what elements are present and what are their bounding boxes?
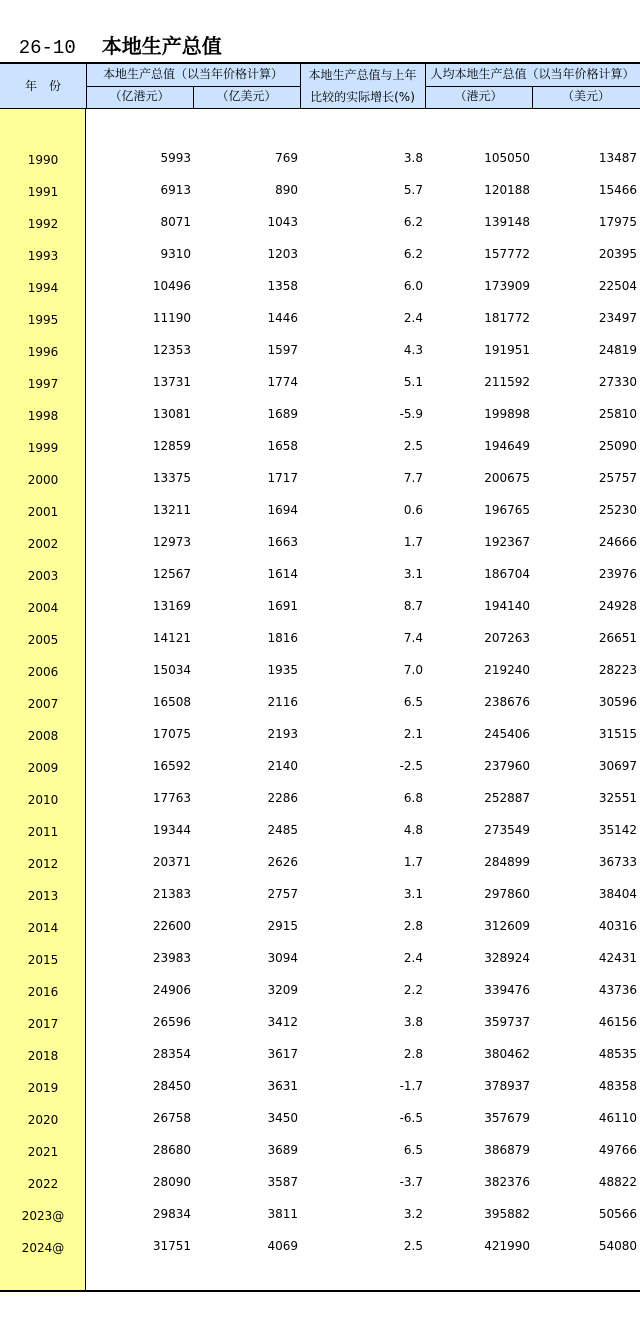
table-row [0,428,640,460]
gdp-hkd-cell: 14121 [152,631,191,645]
percap-hkd-cell: 382376 [484,1175,530,1189]
gdp-usd-cell: 1774 [267,375,298,389]
growth-cell: 3.1 [403,567,423,581]
year-cell: 2004 [27,601,59,615]
gdp-hkd-cell: 13081 [152,407,191,421]
header-growth-line1: 本地生产总值与上年 [308,68,417,82]
gdp-hkd-cell: 24906 [152,983,191,997]
percap-hkd-cell: 273549 [484,823,530,837]
growth-cell: 7.0 [403,663,423,677]
percap-usd-cell: 30697 [598,759,637,773]
table-row [0,332,640,364]
year-cell: 1993 [27,249,59,263]
growth-cell: 5.7 [403,183,423,197]
header-divider-2 [193,86,194,108]
gdp-hkd-cell: 13375 [152,471,191,485]
growth-cell: 6.2 [403,247,423,261]
growth-cell: -1.7 [399,1079,423,1093]
table-row [0,716,640,748]
table-row [0,556,640,588]
table-row [0,940,640,972]
percap-usd-cell: 24666 [598,535,637,549]
year-cell: 2015 [27,953,59,967]
growth-cell: 0.6 [403,503,423,517]
gdp-usd-cell: 1689 [267,407,298,421]
percap-usd-cell: 27330 [598,375,637,389]
year-cell: 1995 [27,313,59,327]
gdp-usd-cell: 1717 [267,471,298,485]
percap-usd-cell: 22504 [598,279,637,293]
gdp-usd-cell: 2116 [267,695,298,709]
growth-cell: -6.5 [399,1111,423,1125]
table-row [0,492,640,524]
gdp-usd-cell: 1816 [267,631,298,645]
table-row [0,1004,640,1036]
gdp-usd-cell: 1043 [267,215,298,229]
percap-hkd-cell: 196765 [484,503,530,517]
gdp-usd-cell: 2915 [267,919,298,933]
gdp-hkd-cell: 6913 [160,183,191,197]
gdp-hkd-cell: 23983 [152,951,191,965]
percap-hkd-cell: 237960 [484,759,530,773]
year-cell: 1997 [27,377,59,391]
growth-cell: 1.7 [403,855,423,869]
header-gdp-usd-unit: （亿美元） [216,89,277,103]
growth-cell: 2.4 [403,951,423,965]
gdp-usd-cell: 3631 [267,1079,298,1093]
header-gdp-usd [193,86,300,108]
gdp-usd-cell: 2286 [267,791,298,805]
percap-hkd-cell: 421990 [484,1239,530,1253]
year-cell: 2005 [27,633,59,647]
gdp-usd-cell: 890 [275,183,298,197]
percap-usd-cell: 48822 [598,1175,637,1189]
gdp-usd-cell: 2626 [267,855,298,869]
year-cell: 2013 [27,889,59,903]
table-row [0,268,640,300]
gdp-usd-cell: 1658 [267,439,298,453]
year-cell: 2016 [27,985,59,999]
percap-hkd-cell: 339476 [484,983,530,997]
percap-hkd-cell: 238676 [484,695,530,709]
gdp-usd-cell: 3412 [267,1015,298,1029]
header-gdp-hkd [86,86,193,108]
percap-hkd-cell: 191951 [484,343,530,357]
percap-hkd-cell: 328924 [484,951,530,965]
gdp-hkd-cell: 10496 [152,279,191,293]
table-row [0,908,640,940]
table-row [0,972,640,1004]
gdp-usd-cell: 1358 [267,279,298,293]
percap-usd-cell: 36733 [598,855,637,869]
percap-usd-cell: 43736 [598,983,637,997]
header-growth [300,64,425,108]
gdp-hkd-cell: 31751 [152,1239,191,1253]
header-percap-hkd-unit: （港元） [454,89,503,103]
table-row [0,684,640,716]
gdp-usd-cell: 3587 [267,1175,298,1189]
gdp-hkd-cell: 12567 [152,567,191,581]
header-gdp-label: 本地生产总值（以当年价格计算） [102,67,283,81]
table-row [0,524,640,556]
table-row [0,876,640,908]
growth-cell: 2.4 [403,311,423,325]
percap-usd-cell: 13487 [598,151,637,165]
year-cell: 2007 [27,697,59,711]
percap-usd-cell: 25230 [598,503,637,517]
gdp-hkd-cell: 15034 [152,663,191,677]
percap-usd-cell: 32551 [598,791,637,805]
table-row [0,780,640,812]
gdp-usd-cell: 2193 [267,727,298,741]
table-row [0,1068,640,1100]
gdp-usd-cell: 3450 [267,1111,298,1125]
percap-hkd-cell: 380462 [484,1047,530,1061]
growth-cell: 4.8 [403,823,423,837]
percap-hkd-cell: 284899 [484,855,530,869]
percap-usd-cell: 49766 [598,1143,637,1157]
header-percap-label: 人均本地生产总值（以当年价格计算） [430,67,635,81]
percap-hkd-cell: 359737 [484,1015,530,1029]
gdp-usd-cell: 769 [275,151,298,165]
percap-usd-cell: 17975 [598,215,637,229]
growth-cell: 1.7 [403,535,423,549]
year-cell: 2022 [27,1177,59,1191]
table-row [0,588,640,620]
table-row [0,460,640,492]
growth-cell: 2.8 [403,919,423,933]
gdp-usd-cell: 1597 [267,343,298,357]
gdp-usd-cell: 2140 [267,759,298,773]
table-code: 26-10 [18,37,76,59]
year-cell: 2019 [27,1081,59,1095]
percap-hkd-cell: 181772 [484,311,530,325]
header-divider-4 [425,64,426,108]
growth-cell: 3.8 [403,151,423,165]
year-cell: 2024@ [21,1241,65,1255]
percap-usd-cell: 25757 [598,471,637,485]
gdp-hkd-cell: 13211 [152,503,191,517]
gdp-usd-cell: 1203 [267,247,298,261]
percap-hkd-cell: 252887 [484,791,530,805]
gdp-hkd-cell: 17075 [152,727,191,741]
table-row [0,1164,640,1196]
header-percap-group [425,64,640,86]
growth-cell: 2.2 [403,983,423,997]
growth-cell: 2.5 [403,439,423,453]
growth-cell: 2.1 [403,727,423,741]
gdp-hkd-cell: 28354 [152,1047,191,1061]
header-year [0,64,86,108]
year-cell: 1999 [27,441,59,455]
gdp-usd-cell: 3811 [267,1207,298,1221]
percap-usd-cell: 15466 [598,183,637,197]
gdp-hkd-cell: 19344 [152,823,191,837]
percap-hkd-cell: 199898 [484,407,530,421]
table-row [0,620,640,652]
percap-usd-cell: 24819 [598,343,637,357]
growth-cell: 2.5 [403,1239,423,1253]
percap-usd-cell: 40316 [598,919,637,933]
table-row [0,844,640,876]
percap-hkd-cell: 105050 [484,151,530,165]
growth-cell: 5.1 [403,375,423,389]
gdp-usd-cell: 3617 [267,1047,298,1061]
table-row [0,652,640,684]
percap-usd-cell: 50566 [598,1207,637,1221]
gdp-usd-cell: 3094 [267,951,298,965]
year-cell: 2011 [27,825,59,839]
gdp-hkd-cell: 26758 [152,1111,191,1125]
percap-hkd-cell: 192367 [484,535,530,549]
growth-cell: 3.8 [403,1015,423,1029]
percap-usd-cell: 25810 [598,407,637,421]
growth-cell: 3.1 [403,887,423,901]
year-cell: 2009 [27,761,59,775]
year-cell: 2000 [27,473,59,487]
year-cell: 2010 [27,793,59,807]
table-row [0,1196,640,1228]
gdp-hkd-cell: 12973 [152,535,191,549]
percap-usd-cell: 26651 [598,631,637,645]
gdp-usd-cell: 1694 [267,503,298,517]
gdp-hkd-cell: 13169 [152,599,191,613]
header-year-label: 年 份 [24,79,61,93]
percap-hkd-cell: 211592 [484,375,530,389]
growth-cell: 3.2 [403,1207,423,1221]
percap-usd-cell: 35142 [598,823,637,837]
header-divider-5 [532,86,533,108]
growth-cell: 6.5 [403,695,423,709]
percap-hkd-cell: 219240 [484,663,530,677]
growth-cell: 6.8 [403,791,423,805]
table-row [0,236,640,268]
year-cell: 2017 [27,1017,59,1031]
growth-cell: 6.5 [403,1143,423,1157]
header-percap-hkd [425,86,532,108]
percap-hkd-cell: 139148 [484,215,530,229]
gdp-usd-cell: 1446 [267,311,298,325]
gdp-hkd-cell: 16508 [152,695,191,709]
year-cell: 2002 [27,537,59,551]
percap-hkd-cell: 386879 [484,1143,530,1157]
percap-usd-cell: 46110 [598,1111,637,1125]
gdp-usd-cell: 3689 [267,1143,298,1157]
table-row [0,1132,640,1164]
growth-cell: 6.2 [403,215,423,229]
gdp-hkd-cell: 5993 [160,151,191,165]
header-divider-1 [86,64,87,108]
year-cell: 2008 [27,729,59,743]
growth-cell: 7.4 [403,631,423,645]
growth-cell: 2.8 [403,1047,423,1061]
gdp-hkd-cell: 12859 [152,439,191,453]
gdp-usd-cell: 2757 [267,887,298,901]
percap-usd-cell: 25090 [598,439,637,453]
growth-cell: -3.7 [399,1175,423,1189]
percap-hkd-cell: 200675 [484,471,530,485]
percap-usd-cell: 24928 [598,599,637,613]
growth-cell: 7.7 [403,471,423,485]
header-gdp-hkd-unit: （亿港元） [109,89,170,103]
table-row [0,172,640,204]
gdp-hkd-cell: 9310 [160,247,191,261]
header-gdp-group [86,64,300,86]
percap-usd-cell: 42431 [598,951,637,965]
table-row [0,748,640,780]
table-row [0,396,640,428]
bottom-rule [0,1290,640,1292]
gdp-hkd-cell: 8071 [160,215,191,229]
header-divider-3 [300,64,301,108]
gdp-usd-cell: 2485 [267,823,298,837]
percap-hkd-cell: 395882 [484,1207,530,1221]
percap-hkd-cell: 378937 [484,1079,530,1093]
year-cell: 2020 [27,1113,59,1127]
year-cell: 2001 [27,505,59,519]
gdp-hkd-cell: 20371 [152,855,191,869]
header-growth-line2: 比较的实际增长(%) [310,90,415,104]
percap-usd-cell: 30596 [598,695,637,709]
year-cell: 2003 [27,569,59,583]
percap-hkd-cell: 173909 [484,279,530,293]
table-row [0,300,640,332]
percap-usd-cell: 28223 [598,663,637,677]
growth-cell: -5.9 [399,407,423,421]
percap-hkd-cell: 357679 [484,1111,530,1125]
percap-hkd-cell: 207263 [484,631,530,645]
table-row [0,1100,640,1132]
table-row [0,140,640,172]
growth-cell: -2.5 [399,759,423,773]
percap-hkd-cell: 120188 [484,183,530,197]
gdp-hkd-cell: 11190 [152,311,191,325]
gdp-hkd-cell: 16592 [152,759,191,773]
table-row [0,812,640,844]
table-row [0,1228,640,1260]
gdp-usd-cell: 4069 [267,1239,298,1253]
percap-hkd-cell: 194140 [484,599,530,613]
year-cell: 1996 [27,345,59,359]
gdp-usd-cell: 3209 [267,983,298,997]
year-cell: 1992 [27,217,59,231]
growth-cell: 4.3 [403,343,423,357]
percap-usd-cell: 31515 [598,727,637,741]
gdp-hkd-cell: 22600 [152,919,191,933]
percap-hkd-cell: 297860 [484,887,530,901]
gdp-hkd-cell: 28680 [152,1143,191,1157]
gdp-hkd-cell: 28090 [152,1175,191,1189]
gdp-usd-cell: 1614 [267,567,298,581]
percap-usd-cell: 23497 [598,311,637,325]
table-row [0,1036,640,1068]
header-percap-usd-unit: （美元） [561,89,610,103]
growth-cell: 8.7 [403,599,423,613]
header-percap-usd [532,86,640,108]
year-cell: 2023@ [21,1209,65,1223]
year-cell: 2006 [27,665,59,679]
percap-hkd-cell: 245406 [484,727,530,741]
gdp-hkd-cell: 29834 [152,1207,191,1221]
gdp-usd-cell: 1663 [267,535,298,549]
year-cell: 2012 [27,857,59,871]
percap-usd-cell: 38404 [598,887,637,901]
gdp-usd-cell: 1691 [267,599,298,613]
gdp-hkd-cell: 21383 [152,887,191,901]
gdp-hkd-cell: 13731 [152,375,191,389]
year-cell: 1994 [27,281,59,295]
page-title [6,4,222,62]
year-cell: 1998 [27,409,59,423]
gdp-hkd-cell: 17763 [152,791,191,805]
percap-usd-cell: 20395 [598,247,637,261]
year-cell: 1990 [27,153,59,167]
table-row [0,364,640,396]
percap-usd-cell: 46156 [598,1015,637,1029]
year-cell: 1991 [27,185,59,199]
percap-hkd-cell: 186704 [484,567,530,581]
table-row [0,204,640,236]
year-cell: 2014 [27,921,59,935]
table-title: 本地生产总值 [101,34,222,58]
gdp-hkd-cell: 12353 [152,343,191,357]
gdp-hkd-cell: 26596 [152,1015,191,1029]
year-cell: 2018 [27,1049,59,1063]
year-cell: 2021 [27,1145,59,1159]
percap-hkd-cell: 312609 [484,919,530,933]
header-bottom-rule [0,108,640,109]
percap-usd-cell: 23976 [598,567,637,581]
percap-hkd-cell: 194649 [484,439,530,453]
percap-hkd-cell: 157772 [484,247,530,261]
percap-usd-cell: 48358 [598,1079,637,1093]
gdp-usd-cell: 1935 [267,663,298,677]
percap-usd-cell: 54080 [598,1239,637,1253]
growth-cell: 6.0 [403,279,423,293]
gdp-hkd-cell: 28450 [152,1079,191,1093]
percap-usd-cell: 48535 [598,1047,637,1061]
